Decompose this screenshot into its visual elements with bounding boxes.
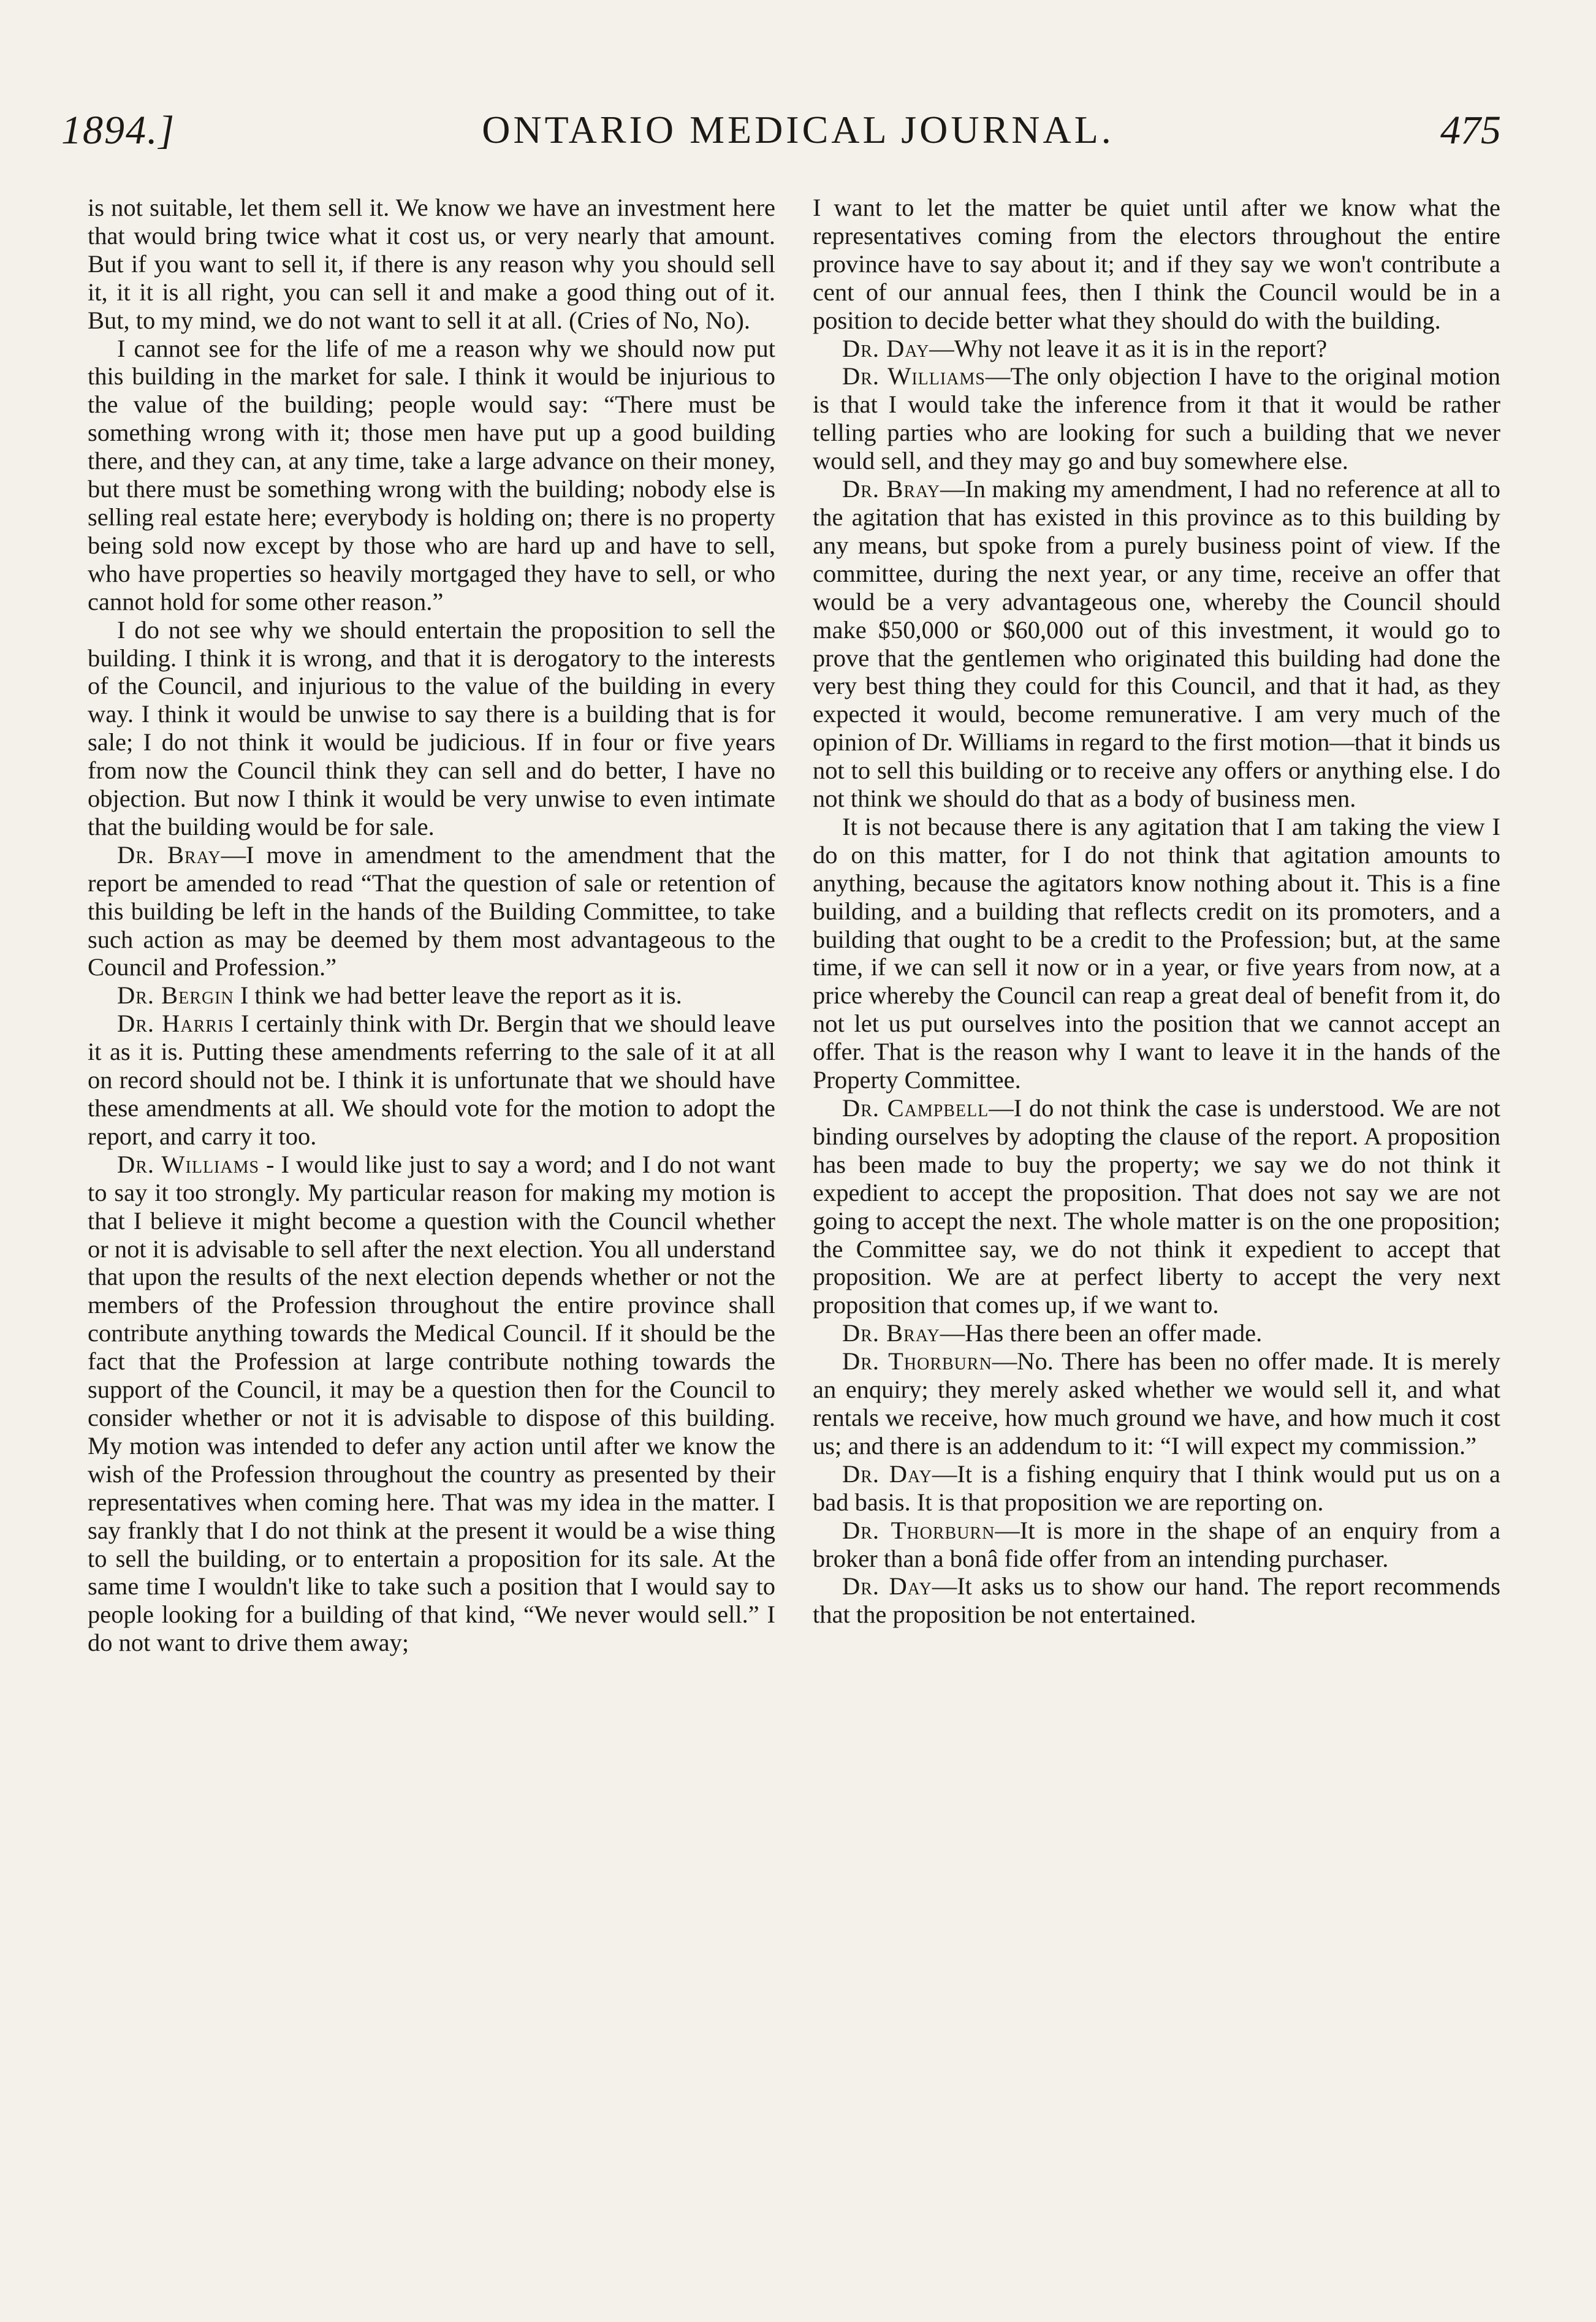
paragraph — [813, 362, 1500, 475]
speaker-name: Dr. Bergin — [117, 981, 234, 1010]
paragraph — [88, 1151, 775, 1657]
paragraph-text: —The only objection I have to the original motion is that I would take the inference from it that it would be rather telling parties who are looking for such a building that we never would sell, and they may go and buy somewhere else. — [813, 362, 1500, 475]
paragraph — [88, 1010, 775, 1151]
paragraph — [88, 841, 775, 982]
speaker-name: Dr. Williams — [842, 362, 986, 390]
paragraph-text: —It asks us to show our hand. The report recommends that the proposition be not entertained. — [813, 1572, 1500, 1629]
paragraph-text: It is not because there is any agitation that I am taking the view I do on this matter, for I do not think that agitation amounts to anything, because the agitators know nothing about it. This is a fine building, and a building that reflects credit on its promoters, and a building that ought to be a credit to the Profession; but, at the same time, if we can sell it now or in a year, or five years from now, at a price whereby the Council can reap a great deal of benefit from it, do not let us put ourselves into the position that we cannot accept an offer. That is the reason why I want to leave it in the hands of the Property Committee. — [813, 812, 1500, 1094]
paragraph — [88, 194, 775, 335]
paragraph-text: —I do not think the case is understood. We are not binding ourselves by adopting the clause of the report. A proposition has been made to buy the property; we say we do not think it expedient to accept the proposition. That does not say we are not going to accept the next. The whole matter is on the one proposition; the Committee say, we do not think it expedient to accept that proposition. We are at perfect liberty to accept the very next proposition that comes up, if we want to. — [813, 1094, 1500, 1319]
speaker-name: Dr. Thorburn — [842, 1516, 995, 1544]
speaker-name: Dr. Bray — [117, 840, 221, 869]
paragraph — [813, 1572, 1500, 1629]
paragraph-text: —It is a fishing enquiry that I think would put us on a bad basis. It is that proposition we are reporting on. — [813, 1460, 1500, 1516]
page-number: 475 — [1440, 108, 1501, 153]
paragraph-text: - I would like just to say a word; and I do not want to say it too strongly. My particular reason for making my motion is that I believe it might become a question with the Council whether or not it is advisable to sell after the next election. You all understand that upon the results of the next election depends whether or not the members of the Profession throughout the entire province shall contribute anything towards the Medical Council. If it should be the fact that the Profession at large contribute nothing towards the support of the Council, it may be a question then for the Council to consider whether or not it is advisable to dispose of this building. My motion was intended to defer any action until after we know the wish of the Profession throughout the country as presented by their representatives when coming here. That was my idea in the matter. I say frankly that I do not think at the present it would be a wise thing to sell the building, or to entertain a proposition for its sale. At the same time I wouldn't like to take such a position that I would say to people looking for a building of that kind, “We never would sell.” I do not want to drive them away; — [88, 1150, 775, 1657]
paragraph-text: —Has there been an offer made. — [940, 1319, 1263, 1347]
left-column — [88, 194, 775, 2198]
paragraph-text: I certainly think with Dr. Bergin that we should leave it as it is. Putting these amendments referring to the sale of it at all on record should not be. I think it is unfortunate that we should have these amendments at all. We should vote for the motion to adopt the report, and carry it too. — [88, 1010, 775, 1150]
paragraph — [813, 1460, 1500, 1517]
paragraph-text: I think we had better leave the report as it is. — [234, 981, 682, 1010]
paragraph-text: I do not see why we should entertain the proposition to sell the building. I think it is wrong, and that it is derogatory to the interests of the Council, and injurious to the value of the building in every way. I think it would be unwise to say there is a building that is for sale; I do not think it would be judicious. If in four or five years from now the Council think they can sell and do better, I have no objection. But now I think it would be very unwise to even intimate that the building would be for sale. — [88, 615, 775, 840]
paragraph-text: —In making my amendment, I had no reference at all to the agitation that has existed in this province as to this building by any means, but spoke from a purely business point of view. If the committee, during the next year, or any time, receive an offer that would be a very advantageous one, whereby the Council should make $50,000 or $60,000 out of this investment, it would go to prove that the gentlemen who originated this building had done the very best thing they could for this Council, and that it had, as they expected it would, become remunerative. I am very much of the opinion of Dr. Williams in regard to the first motion—that it binds us not to sell this building or to receive any offers or anything else. I do not think we should do that as a body of business men. — [813, 475, 1500, 813]
speaker-name: Dr. Williams — [117, 1150, 260, 1178]
paragraph — [88, 981, 775, 1010]
speaker-name: Dr. Day — [842, 1572, 932, 1601]
paragraph — [813, 194, 1500, 335]
paragraph-text: I cannot see for the life of me a reason why we should now put this building in the market for sale. I think it would be injurious to the value of the building; people would say: “There must be something wrong with it; those men have put up a good building there, and they can, at any time, take a large advance on their money, but there must be something wrong with the building; nobody else is selling real estate here; everybody is holding on; there is no property being sold now except by those who are hard up and have to sell, who have properties so heavily mortgaged they have to sell, or who cannot hold for some other reason.” — [88, 334, 775, 615]
paragraph — [813, 1319, 1500, 1347]
speaker-name: Dr. Harris — [117, 1010, 234, 1038]
paragraph-text: —No. There has been no offer made. It is merely an enquiry; they merely asked whether we would sell it, and what rentals we receive, how much ground we have, and how much it cost us; and there is an addendum to it: “I will expect my commission.” — [813, 1347, 1500, 1460]
speaker-name: Dr. Campbell — [842, 1094, 989, 1122]
right-column — [813, 194, 1500, 2198]
speaker-name: Dr. Day — [842, 1460, 932, 1488]
paragraph-text: —I move in amendment to the amendment that the report be amended to read “That the question of sale or retention of this building be left in the hands of the Building Committee, to take such action as may be deemed by them most advantageous to the Council and Profession.” — [88, 840, 775, 981]
paragraph — [813, 1347, 1500, 1460]
paragraph — [813, 475, 1500, 813]
paragraph-text: is not suitable, let them sell it. We know we have an investment here that would bring twice what it cost us, or very nearly that amount. But if you want to sell it, if there is any reason why you should sell it, it it is all right, you can sell it and make a good thing out of it. But, to my mind, we do not want to sell it at all. (Cries of No, No). — [88, 194, 775, 334]
header-year: 1894.] — [61, 108, 176, 153]
speaker-name: Dr. Bray — [842, 475, 940, 503]
paragraph — [813, 1517, 1500, 1573]
paragraph-text: —It is more in the shape of an enquiry from a broker than a bonâ fide offer from an intending purchaser. — [813, 1516, 1500, 1572]
paragraph — [88, 616, 775, 841]
paragraph-text: I want to let the matter be quiet until after we know what the representatives coming from the electors throughout the entire province have to say about it; and if they say we won't contribute a cent of our annual fees, then I think the Council would be in a position to decide better what they should do with the building. — [813, 194, 1500, 334]
paragraph — [813, 335, 1500, 363]
speaker-name: Dr. Bray — [842, 1319, 940, 1347]
journal-title: ONTARIO MEDICAL JOURNAL. — [482, 108, 1114, 151]
paragraph — [813, 813, 1500, 1094]
running-header — [0, 0, 1596, 184]
paragraph — [813, 1094, 1500, 1319]
paragraph-text: —Why not leave it as it is in the report? — [929, 334, 1328, 362]
speaker-name: Dr. Day — [842, 334, 930, 362]
speaker-name: Dr. Thorburn — [842, 1347, 992, 1376]
paragraph — [88, 335, 775, 616]
